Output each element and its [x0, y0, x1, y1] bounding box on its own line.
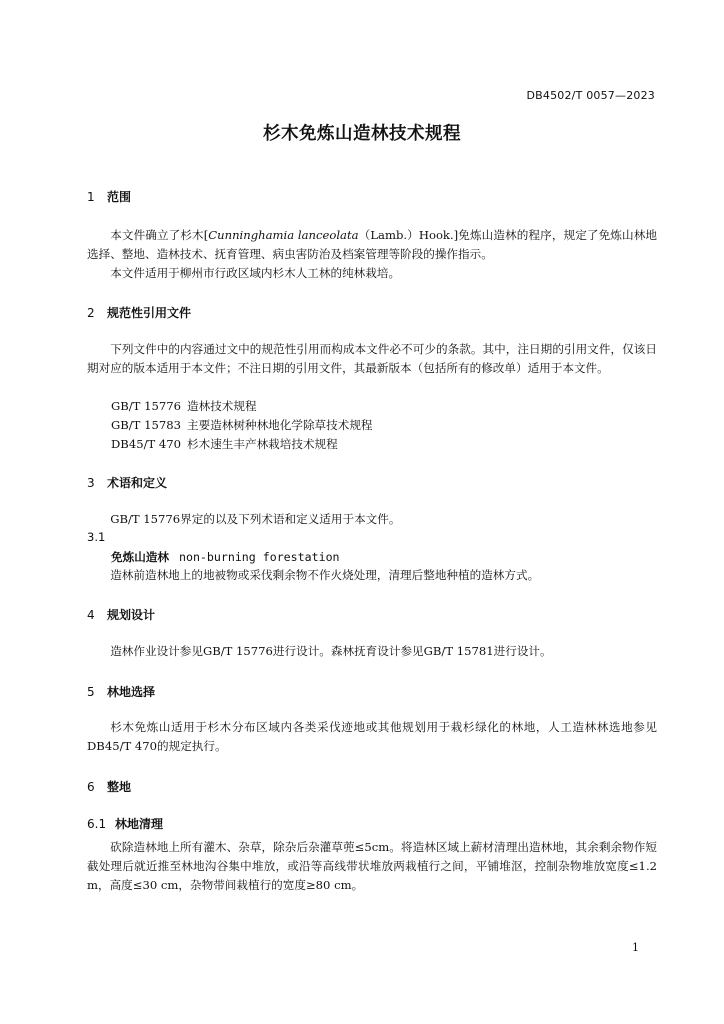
text-run: （Lamb.）Hook.]免炼山造林的程序，规定了免炼山林地选择、整地、造林技术、抚育管理、病虫害防治及档案管理等阶段的操作指示。	[87, 228, 657, 261]
section-3-heading	[87, 474, 167, 491]
standard-number: DB4502/T 0057—2023	[526, 89, 655, 102]
term-entry	[111, 549, 340, 565]
section-title: 林地选择	[107, 685, 156, 699]
section-2-heading	[87, 304, 191, 321]
reference-title: 造林技术规程	[187, 399, 257, 413]
subsection-6-1-heading	[87, 815, 163, 832]
section-1-heading	[87, 188, 131, 205]
page-number: 1	[632, 941, 639, 954]
reference-item	[111, 416, 373, 435]
document-title: 杉木免炼山造林技术规程	[263, 124, 461, 144]
text-run: 本文件确立了杉木[	[110, 228, 209, 242]
section-4-heading	[87, 606, 155, 623]
subsection-6-1-paragraph-1: 砍除造林地上所有灌木、杂草，除杂后杂灌草蔸≤5cm。将造林区域上薪材清理出造林地，其余剩余物作短截处理后就近推至林地沟谷集中堆放，或沿等高线带状堆放两栽植行之间，平铺堆沤，控制杂物堆放宽度≤1.2 m，高度≤30 cm，杂物带间栽植行的宽度≥80 cm。	[87, 840, 657, 892]
section-number: 5	[87, 685, 95, 699]
section-1-paragraph-2: 本文件适用于柳州市行政区域内杉木人工林的纯林栽培。	[110, 266, 401, 280]
section-4-paragraph-1: 造林作业设计参见GB/T 15776进行设计。森林抚育设计参见GB/T 15781进行设计。	[110, 644, 552, 658]
section-3-paragraph-1: GB/T 15776界定的以及下列术语和定义适用于本文件。	[110, 512, 401, 526]
section-title: 规范性引用文件	[107, 306, 192, 320]
section-number: 4	[87, 608, 95, 622]
reference-code: GB/T 15776	[111, 399, 181, 413]
reference-item	[111, 435, 338, 454]
section-number: 3	[87, 476, 95, 490]
section-number: 6	[87, 780, 95, 794]
latin-name: Cunninghamia lanceolata	[208, 228, 359, 242]
section-title: 范围	[107, 190, 132, 204]
section-1-paragraph-1	[87, 226, 657, 264]
section-5-heading	[87, 683, 155, 700]
section-5-paragraph-1: 杉木免炼山适用于杉木分布区域内各类采伐迹地或其他规划用于栽杉绿化的林地，人工造林林选地参见DB45/T 470的规定执行。	[87, 720, 657, 753]
subsection-number: 6.1	[87, 817, 107, 831]
reference-item	[111, 397, 257, 416]
section-number: 1	[87, 190, 95, 204]
reference-title: 杉木速生丰产林栽培技术规程	[187, 437, 338, 451]
reference-code: GB/T 15783	[111, 418, 181, 432]
section-title: 规划设计	[107, 608, 156, 622]
reference-title: 主要造林树种林地化学除草技术规程	[187, 418, 373, 432]
subsection-title: 林地清理	[115, 817, 164, 831]
section-title: 整地	[107, 780, 132, 794]
section-6-heading	[87, 778, 131, 795]
term-definition: 造林前造林地上的地被物或采伐剩余物不作火烧处理，清理后整地种植的造林方式。	[110, 568, 540, 582]
reference-code: DB45/T 470	[111, 437, 182, 451]
clause-number: 3.1	[87, 530, 106, 544]
section-2-paragraph-1: 下列文件中的内容通过文中的规范性引用而构成本文件必不可少的条款。其中，注日期的引用文件，仅该日期对应的版本适用于本文件；不注日期的引用文件，其最新版本（包括所有的修改单）适用于本文件。	[87, 342, 657, 375]
term-english: non-burning forestation	[178, 550, 340, 564]
term-chinese: 免炼山造林	[111, 550, 169, 564]
section-number: 2	[87, 306, 95, 320]
section-title: 术语和定义	[107, 476, 168, 490]
